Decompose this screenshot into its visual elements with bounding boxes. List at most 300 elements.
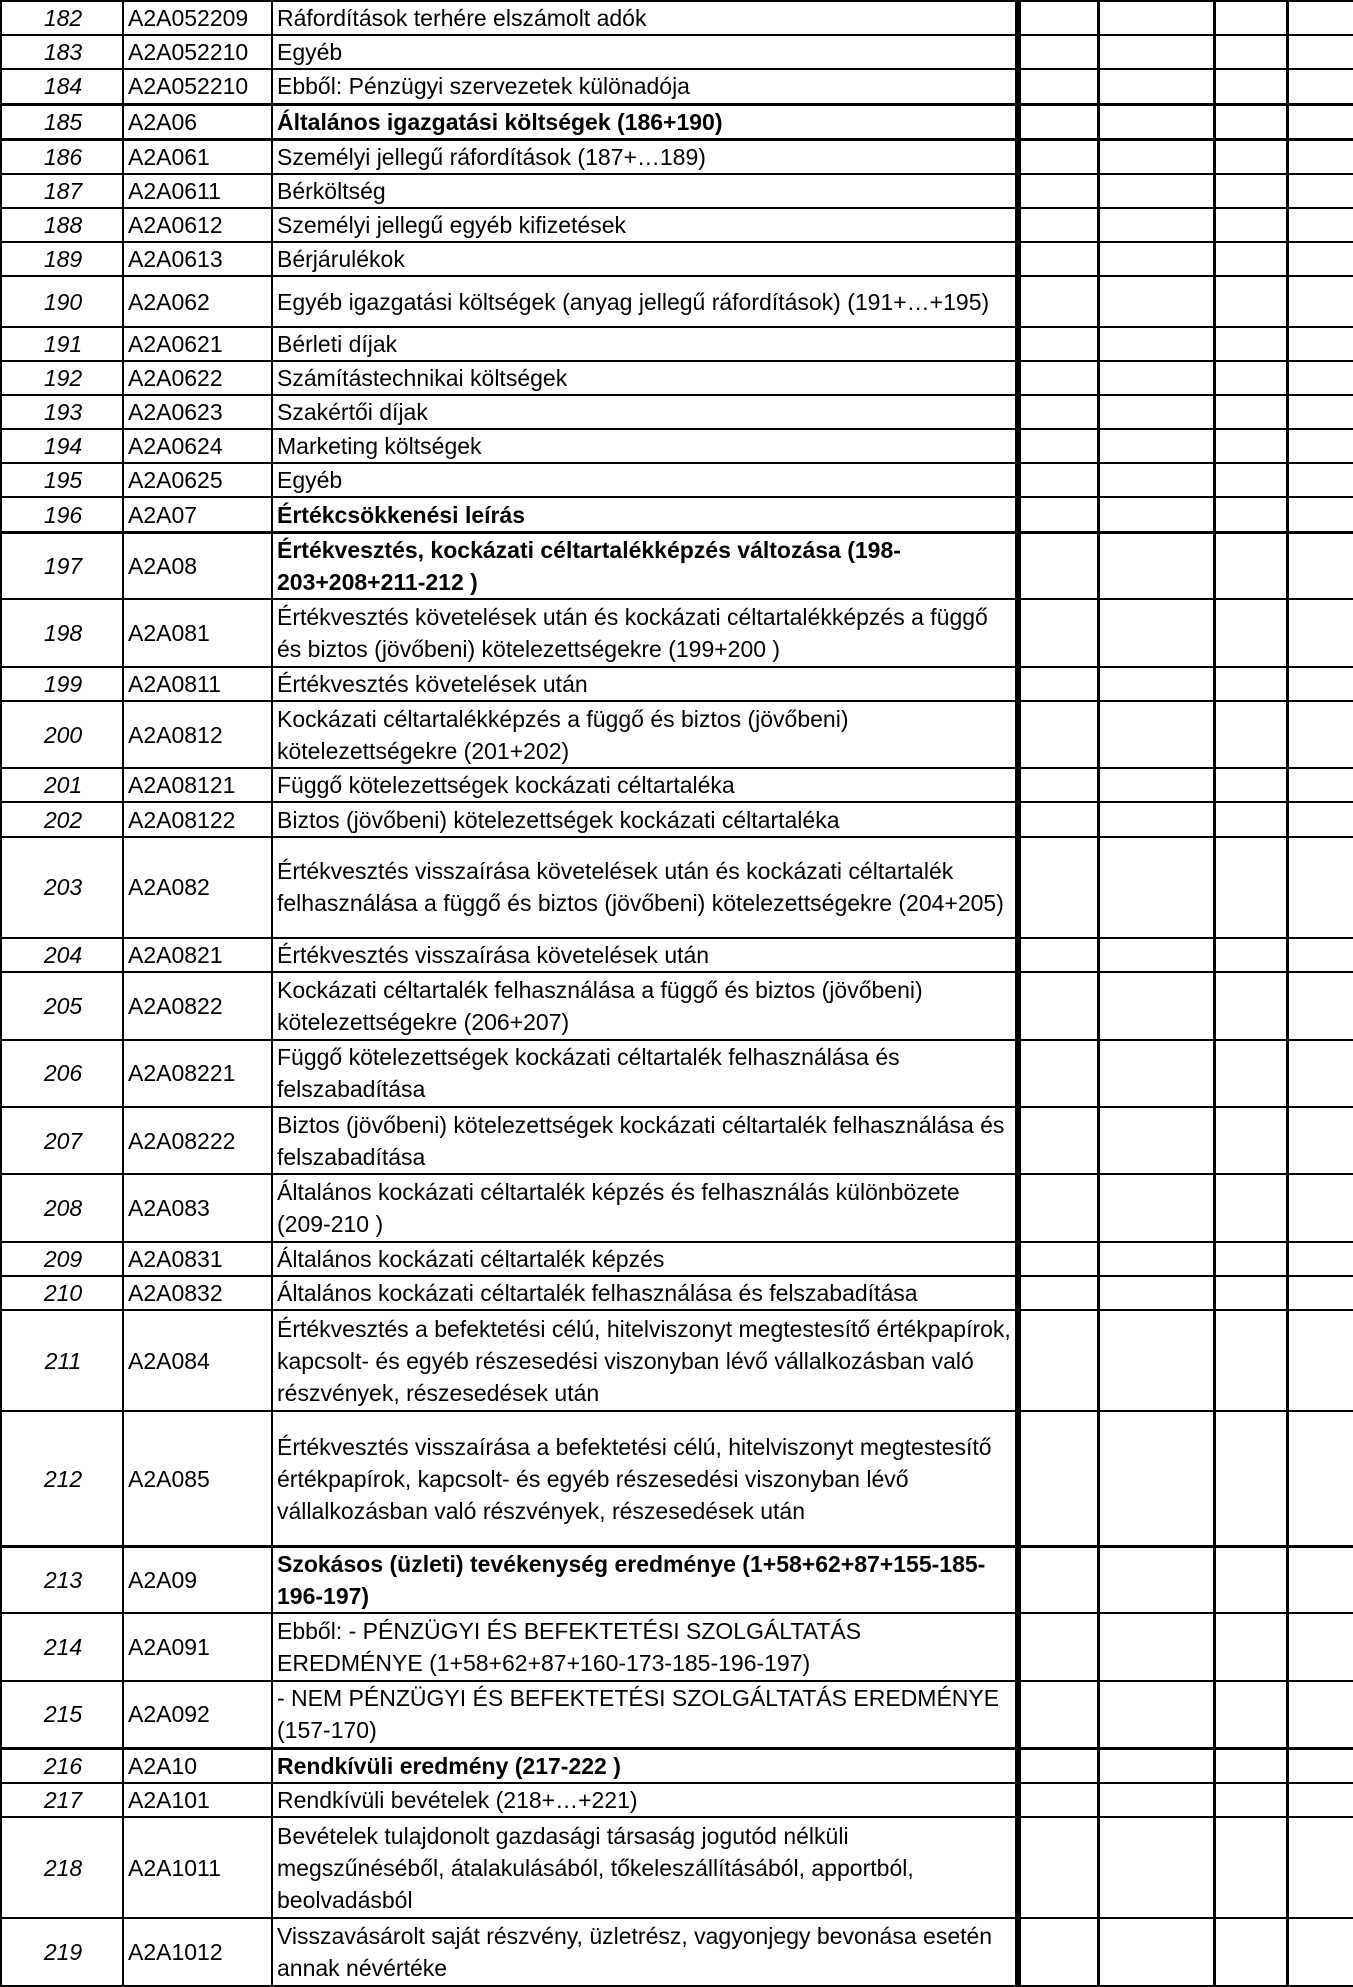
value-cell (1098, 69, 1214, 104)
row-label: Értékvesztés visszaírása követelések után (272, 938, 1018, 972)
value-cell (1214, 599, 1287, 666)
value-cell (1018, 701, 1098, 768)
value-cell (1214, 1546, 1287, 1613)
row-label: Bérjárulékok (272, 242, 1018, 276)
row-code: A2A0625 (123, 463, 272, 497)
row-number: 207 (1, 1107, 123, 1174)
value-cell (1018, 208, 1098, 242)
value-cell (1098, 35, 1214, 69)
value-cell (1098, 1748, 1214, 1783)
table-row (1, 35, 1353, 69)
value-cell (1018, 1613, 1098, 1680)
value-cell (1018, 599, 1098, 666)
value-cell (1018, 463, 1098, 497)
value-cell (1018, 139, 1098, 174)
row-label: Értékvesztés visszaírása követelések után és kockázati céltartalék felhasználása a függő és biztos (jövőbeni) kötelezettségekre (204+205) (272, 837, 1018, 939)
value-cell (1018, 276, 1098, 326)
value-cell (1098, 1, 1214, 35)
row-number: 219 (1, 1918, 123, 1986)
row-number: 205 (1, 972, 123, 1039)
table-row (1, 139, 1353, 174)
value-cell (1098, 463, 1214, 497)
row-code: A2A0622 (123, 361, 272, 395)
row-number: 202 (1, 802, 123, 836)
value-cell (1098, 532, 1214, 599)
value-cell (1018, 1783, 1098, 1817)
value-cell (1214, 497, 1287, 532)
row-label: Általános kockázati céltartalék képzés (272, 1242, 1018, 1276)
row-code: A2A084 (123, 1310, 272, 1412)
row-number: 200 (1, 701, 123, 768)
value-cell (1214, 1613, 1287, 1680)
row-code: A2A052210 (123, 69, 272, 104)
value-cell (1018, 1107, 1098, 1174)
row-code: A2A0624 (123, 429, 272, 463)
row-code: A2A0831 (123, 1242, 272, 1276)
row-number: 213 (1, 1546, 123, 1613)
value-cell (1214, 35, 1287, 69)
value-cell (1287, 1748, 1353, 1783)
row-code: A2A0812 (123, 701, 272, 768)
value-cell (1287, 972, 1353, 1039)
row-number: 192 (1, 361, 123, 395)
value-cell (1018, 802, 1098, 836)
value-cell (1018, 667, 1098, 701)
row-code: A2A0822 (123, 972, 272, 1039)
table-row (1, 327, 1353, 361)
value-cell (1287, 463, 1353, 497)
row-code: A2A08121 (123, 768, 272, 802)
value-cell (1018, 1040, 1098, 1107)
table-row (1, 1681, 1353, 1748)
row-code: A2A083 (123, 1174, 272, 1241)
value-cell (1098, 174, 1214, 208)
row-code: A2A0621 (123, 327, 272, 361)
row-label: Értékvesztés követelések után és kockázati céltartalékképzés a függő és biztos (jövőbeni) kötelezettségekre (199+200 ) (272, 599, 1018, 666)
value-cell (1098, 208, 1214, 242)
row-number: 201 (1, 768, 123, 802)
value-cell (1214, 1748, 1287, 1783)
row-number: 198 (1, 599, 123, 666)
value-cell (1287, 938, 1353, 972)
value-cell (1287, 532, 1353, 599)
value-cell (1018, 361, 1098, 395)
value-cell (1287, 1613, 1353, 1680)
value-cell (1287, 395, 1353, 429)
value-cell (1098, 1107, 1214, 1174)
table-row (1, 802, 1353, 836)
row-number: 215 (1, 1681, 123, 1748)
value-cell (1214, 768, 1287, 802)
row-code: A2A08222 (123, 1107, 272, 1174)
value-cell (1287, 497, 1353, 532)
table-row (1, 1411, 1353, 1546)
value-cell (1098, 1242, 1214, 1276)
value-cell (1214, 701, 1287, 768)
table-row (1, 938, 1353, 972)
value-cell (1287, 1817, 1353, 1919)
row-label: Ráfordítások terhére elszámolt adók (272, 1, 1018, 35)
row-label: Egyéb (272, 463, 1018, 497)
row-label: Rendkívüli eredmény (217-222 ) (272, 1748, 1018, 1783)
value-cell (1018, 1242, 1098, 1276)
value-cell (1098, 1040, 1214, 1107)
value-cell (1098, 1783, 1214, 1817)
value-cell (1287, 1040, 1353, 1107)
value-cell (1098, 837, 1214, 939)
row-number: 209 (1, 1242, 123, 1276)
row-number: 216 (1, 1748, 123, 1783)
value-cell (1018, 1, 1098, 35)
row-label: Általános igazgatási költségek (186+190) (272, 104, 1018, 139)
row-code: A2A1012 (123, 1918, 272, 1986)
row-number: 197 (1, 532, 123, 599)
value-cell (1287, 837, 1353, 939)
value-cell (1214, 174, 1287, 208)
value-cell (1287, 1918, 1353, 1986)
table-row (1, 1918, 1353, 1986)
row-label: Biztos (jövőbeni) kötelezettségek kockázati céltartalék felhasználása és felszabadítása (272, 1107, 1018, 1174)
row-code: A2A0821 (123, 938, 272, 972)
value-cell (1287, 1783, 1353, 1817)
table-row (1, 104, 1353, 139)
value-cell (1018, 35, 1098, 69)
row-label: Kockázati céltartalékképzés a függő és biztos (jövőbeni) kötelezettségekre (201+202) (272, 701, 1018, 768)
row-label: Szokásos (üzleti) tevékenység eredménye (1+58+62+87+155-185-196-197) (272, 1546, 1018, 1613)
table-row (1, 1040, 1353, 1107)
row-code: A2A052210 (123, 35, 272, 69)
row-code: A2A062 (123, 276, 272, 326)
table-row (1, 1242, 1353, 1276)
table-row (1, 1174, 1353, 1241)
table-row (1, 1783, 1353, 1817)
value-cell (1214, 1242, 1287, 1276)
row-label: Számítástechnikai költségek (272, 361, 1018, 395)
row-label: Függő kötelezettségek kockázati céltartaléka (272, 768, 1018, 802)
row-label: Bevételek tulajdonolt gazdasági társaság jogutód nélküli megszűnéséből, átalakulásából, tőkeleszállításából, apportból, beolvadásból (272, 1817, 1018, 1919)
row-label: Kockázati céltartalék felhasználása a függő és biztos (jövőbeni) kötelezettségekre (206+207) (272, 972, 1018, 1039)
row-number: 193 (1, 395, 123, 429)
table-row (1, 69, 1353, 104)
value-cell (1098, 139, 1214, 174)
table-row (1, 1817, 1353, 1919)
row-number: 208 (1, 1174, 123, 1241)
value-cell (1287, 242, 1353, 276)
row-number: 196 (1, 497, 123, 532)
value-cell (1214, 1817, 1287, 1919)
value-cell (1098, 242, 1214, 276)
table-row (1, 174, 1353, 208)
row-label: Bérleti díjak (272, 327, 1018, 361)
value-cell (1214, 1681, 1287, 1748)
value-cell (1018, 395, 1098, 429)
row-label: Egyéb (272, 35, 1018, 69)
value-cell (1098, 802, 1214, 836)
value-cell (1018, 242, 1098, 276)
table-row (1, 532, 1353, 599)
table-row (1, 972, 1353, 1039)
value-cell (1214, 972, 1287, 1039)
value-cell (1018, 497, 1098, 532)
value-cell (1018, 174, 1098, 208)
value-cell (1214, 242, 1287, 276)
table-row (1, 1310, 1353, 1412)
row-number: 211 (1, 1310, 123, 1412)
row-number: 183 (1, 35, 123, 69)
value-cell (1098, 938, 1214, 972)
value-cell (1018, 938, 1098, 972)
row-number: 186 (1, 139, 123, 174)
value-cell (1018, 837, 1098, 939)
row-code: A2A0611 (123, 174, 272, 208)
value-cell (1214, 1310, 1287, 1412)
value-cell (1098, 395, 1214, 429)
value-cell (1287, 802, 1353, 836)
value-cell (1214, 1107, 1287, 1174)
row-code: A2A085 (123, 1411, 272, 1546)
value-cell (1098, 1174, 1214, 1241)
value-cell (1287, 1546, 1353, 1613)
value-cell (1287, 139, 1353, 174)
value-cell (1214, 1276, 1287, 1310)
value-cell (1287, 1276, 1353, 1310)
row-number: 214 (1, 1613, 123, 1680)
row-code: A2A091 (123, 1613, 272, 1680)
value-cell (1018, 1174, 1098, 1241)
value-cell (1018, 1411, 1098, 1546)
row-label: Egyéb igazgatási költségek (anyag jellegű ráfordítások) (191+…+195) (272, 276, 1018, 326)
row-code: A2A09 (123, 1546, 272, 1613)
value-cell (1287, 361, 1353, 395)
value-cell (1098, 276, 1214, 326)
value-cell (1214, 276, 1287, 326)
value-cell (1214, 208, 1287, 242)
value-cell (1018, 104, 1098, 139)
row-label: Bérköltség (272, 174, 1018, 208)
value-cell (1287, 1681, 1353, 1748)
value-cell (1018, 1817, 1098, 1919)
row-number: 190 (1, 276, 123, 326)
row-label: Rendkívüli bevételek (218+…+221) (272, 1783, 1018, 1817)
value-cell (1287, 1242, 1353, 1276)
value-cell (1098, 1681, 1214, 1748)
row-number: 185 (1, 104, 123, 139)
value-cell (1098, 667, 1214, 701)
row-code: A2A06 (123, 104, 272, 139)
report-table-body (1, 1, 1353, 1986)
table-row (1, 429, 1353, 463)
value-cell (1098, 1310, 1214, 1412)
value-cell (1018, 1310, 1098, 1412)
table-row (1, 1613, 1353, 1680)
value-cell (1214, 361, 1287, 395)
row-number: 217 (1, 1783, 123, 1817)
value-cell (1098, 1817, 1214, 1919)
table-row (1, 1107, 1353, 1174)
value-cell (1214, 1411, 1287, 1546)
value-cell (1214, 104, 1287, 139)
value-cell (1287, 1310, 1353, 1412)
table-row (1, 208, 1353, 242)
value-cell (1287, 701, 1353, 768)
row-code: A2A08 (123, 532, 272, 599)
value-cell (1098, 1276, 1214, 1310)
value-cell (1214, 327, 1287, 361)
table-row (1, 1546, 1353, 1613)
table-row (1, 837, 1353, 939)
row-code: A2A10 (123, 1748, 272, 1783)
value-cell (1287, 174, 1353, 208)
row-label: Személyi jellegű ráfordítások (187+…189) (272, 139, 1018, 174)
row-code: A2A1011 (123, 1817, 272, 1919)
value-cell (1287, 1107, 1353, 1174)
value-cell (1214, 1, 1287, 35)
value-cell (1214, 463, 1287, 497)
value-cell (1287, 429, 1353, 463)
row-code: A2A081 (123, 599, 272, 666)
value-cell (1098, 361, 1214, 395)
value-cell (1287, 1411, 1353, 1546)
row-code: A2A0832 (123, 1276, 272, 1310)
value-cell (1214, 1174, 1287, 1241)
value-cell (1018, 327, 1098, 361)
table-row (1, 768, 1353, 802)
row-code: A2A082 (123, 837, 272, 939)
value-cell (1018, 1546, 1098, 1613)
value-cell (1214, 802, 1287, 836)
value-cell (1287, 35, 1353, 69)
row-number: 182 (1, 1, 123, 35)
row-label: Értékvesztés, kockázati céltartalékképzés változása (198-203+208+211-212 ) (272, 532, 1018, 599)
row-number: 206 (1, 1040, 123, 1107)
value-cell (1214, 69, 1287, 104)
row-label: Általános kockázati céltartalék felhasználása és felszabadítása (272, 1276, 1018, 1310)
row-number: 194 (1, 429, 123, 463)
value-cell (1018, 972, 1098, 1039)
row-number: 191 (1, 327, 123, 361)
value-cell (1287, 768, 1353, 802)
value-cell (1018, 1748, 1098, 1783)
row-number: 184 (1, 69, 123, 104)
row-label: Marketing költségek (272, 429, 1018, 463)
value-cell (1018, 1276, 1098, 1310)
value-cell (1287, 1, 1353, 35)
row-code: A2A0613 (123, 242, 272, 276)
row-code: A2A052209 (123, 1, 272, 35)
table-row (1, 1276, 1353, 1310)
row-label: - NEM PÉNZÜGYI ÉS BEFEKTETÉSI SZOLGÁLTATÁS EREDMÉNYE (157-170) (272, 1681, 1018, 1748)
value-cell (1098, 497, 1214, 532)
row-number: 199 (1, 667, 123, 701)
row-code: A2A0811 (123, 667, 272, 701)
row-number: 195 (1, 463, 123, 497)
value-cell (1287, 69, 1353, 104)
row-label: Visszavásárolt saját részvény, üzletrész, vagyonjegy bevonása esetén annak névértéke (272, 1918, 1018, 1986)
value-cell (1098, 599, 1214, 666)
row-label: Általános kockázati céltartalék képzés és felhasználás különbözete (209-210 ) (272, 1174, 1018, 1241)
row-number: 204 (1, 938, 123, 972)
table-row (1, 361, 1353, 395)
row-label: Személyi jellegű egyéb kifizetések (272, 208, 1018, 242)
value-cell (1287, 208, 1353, 242)
value-cell (1214, 1783, 1287, 1817)
table-row (1, 242, 1353, 276)
value-cell (1018, 1918, 1098, 1986)
value-cell (1018, 1681, 1098, 1748)
row-code: A2A08122 (123, 802, 272, 836)
value-cell (1214, 139, 1287, 174)
value-cell (1018, 69, 1098, 104)
value-cell (1018, 532, 1098, 599)
value-cell (1287, 667, 1353, 701)
row-number: 218 (1, 1817, 123, 1919)
value-cell (1098, 701, 1214, 768)
table-row (1, 276, 1353, 326)
row-label: Biztos (jövőbeni) kötelezettségek kockázati céltartaléka (272, 802, 1018, 836)
row-label: Értékvesztés követelések után (272, 667, 1018, 701)
value-cell (1214, 938, 1287, 972)
row-code: A2A0623 (123, 395, 272, 429)
row-label: Értékvesztés visszaírása a befektetési célú, hitelviszonyt megtestesítő értékpapírok, kapcsolt- és egyéb részesedési viszonyban lévő vállalkozásban való részvények, részesedések után (272, 1411, 1018, 1546)
value-cell (1287, 104, 1353, 139)
value-cell (1018, 768, 1098, 802)
value-cell (1098, 1613, 1214, 1680)
row-label: Függő kötelezettségek kockázati céltartalék felhasználása és felszabadítása (272, 1040, 1018, 1107)
value-cell (1098, 1918, 1214, 1986)
value-cell (1214, 532, 1287, 599)
row-label: Értékcsökkenési leírás (272, 497, 1018, 532)
row-label: Értékvesztés a befektetési célú, hitelviszonyt megtestesítő értékpapírok, kapcsolt- és egyéb részesedési viszonyban lévő vállalkozásban való részvények, részesedések után (272, 1310, 1018, 1412)
row-number: 187 (1, 174, 123, 208)
value-cell (1098, 768, 1214, 802)
value-cell (1098, 104, 1214, 139)
value-cell (1098, 429, 1214, 463)
value-cell (1018, 429, 1098, 463)
value-cell (1214, 1918, 1287, 1986)
row-code: A2A061 (123, 139, 272, 174)
row-code: A2A07 (123, 497, 272, 532)
row-number: 188 (1, 208, 123, 242)
row-label: Ebből: Pénzügyi szervezetek különadója (272, 69, 1018, 104)
table-row (1, 1748, 1353, 1783)
value-cell (1287, 599, 1353, 666)
value-cell (1098, 972, 1214, 1039)
row-code: A2A08221 (123, 1040, 272, 1107)
row-number: 212 (1, 1411, 123, 1546)
table-row (1, 395, 1353, 429)
table-row (1, 497, 1353, 532)
row-code: A2A101 (123, 1783, 272, 1817)
row-number: 189 (1, 242, 123, 276)
value-cell (1098, 1411, 1214, 1546)
value-cell (1098, 1546, 1214, 1613)
value-cell (1287, 327, 1353, 361)
table-row (1, 667, 1353, 701)
row-label: Szakértői díjak (272, 395, 1018, 429)
value-cell (1214, 1040, 1287, 1107)
value-cell (1214, 667, 1287, 701)
table-row (1, 701, 1353, 768)
table-row (1, 1, 1353, 35)
table-row (1, 463, 1353, 497)
value-cell (1287, 1174, 1353, 1241)
value-cell (1214, 395, 1287, 429)
value-cell (1098, 327, 1214, 361)
value-cell (1287, 276, 1353, 326)
table-row (1, 599, 1353, 666)
row-number: 203 (1, 837, 123, 939)
row-number: 210 (1, 1276, 123, 1310)
